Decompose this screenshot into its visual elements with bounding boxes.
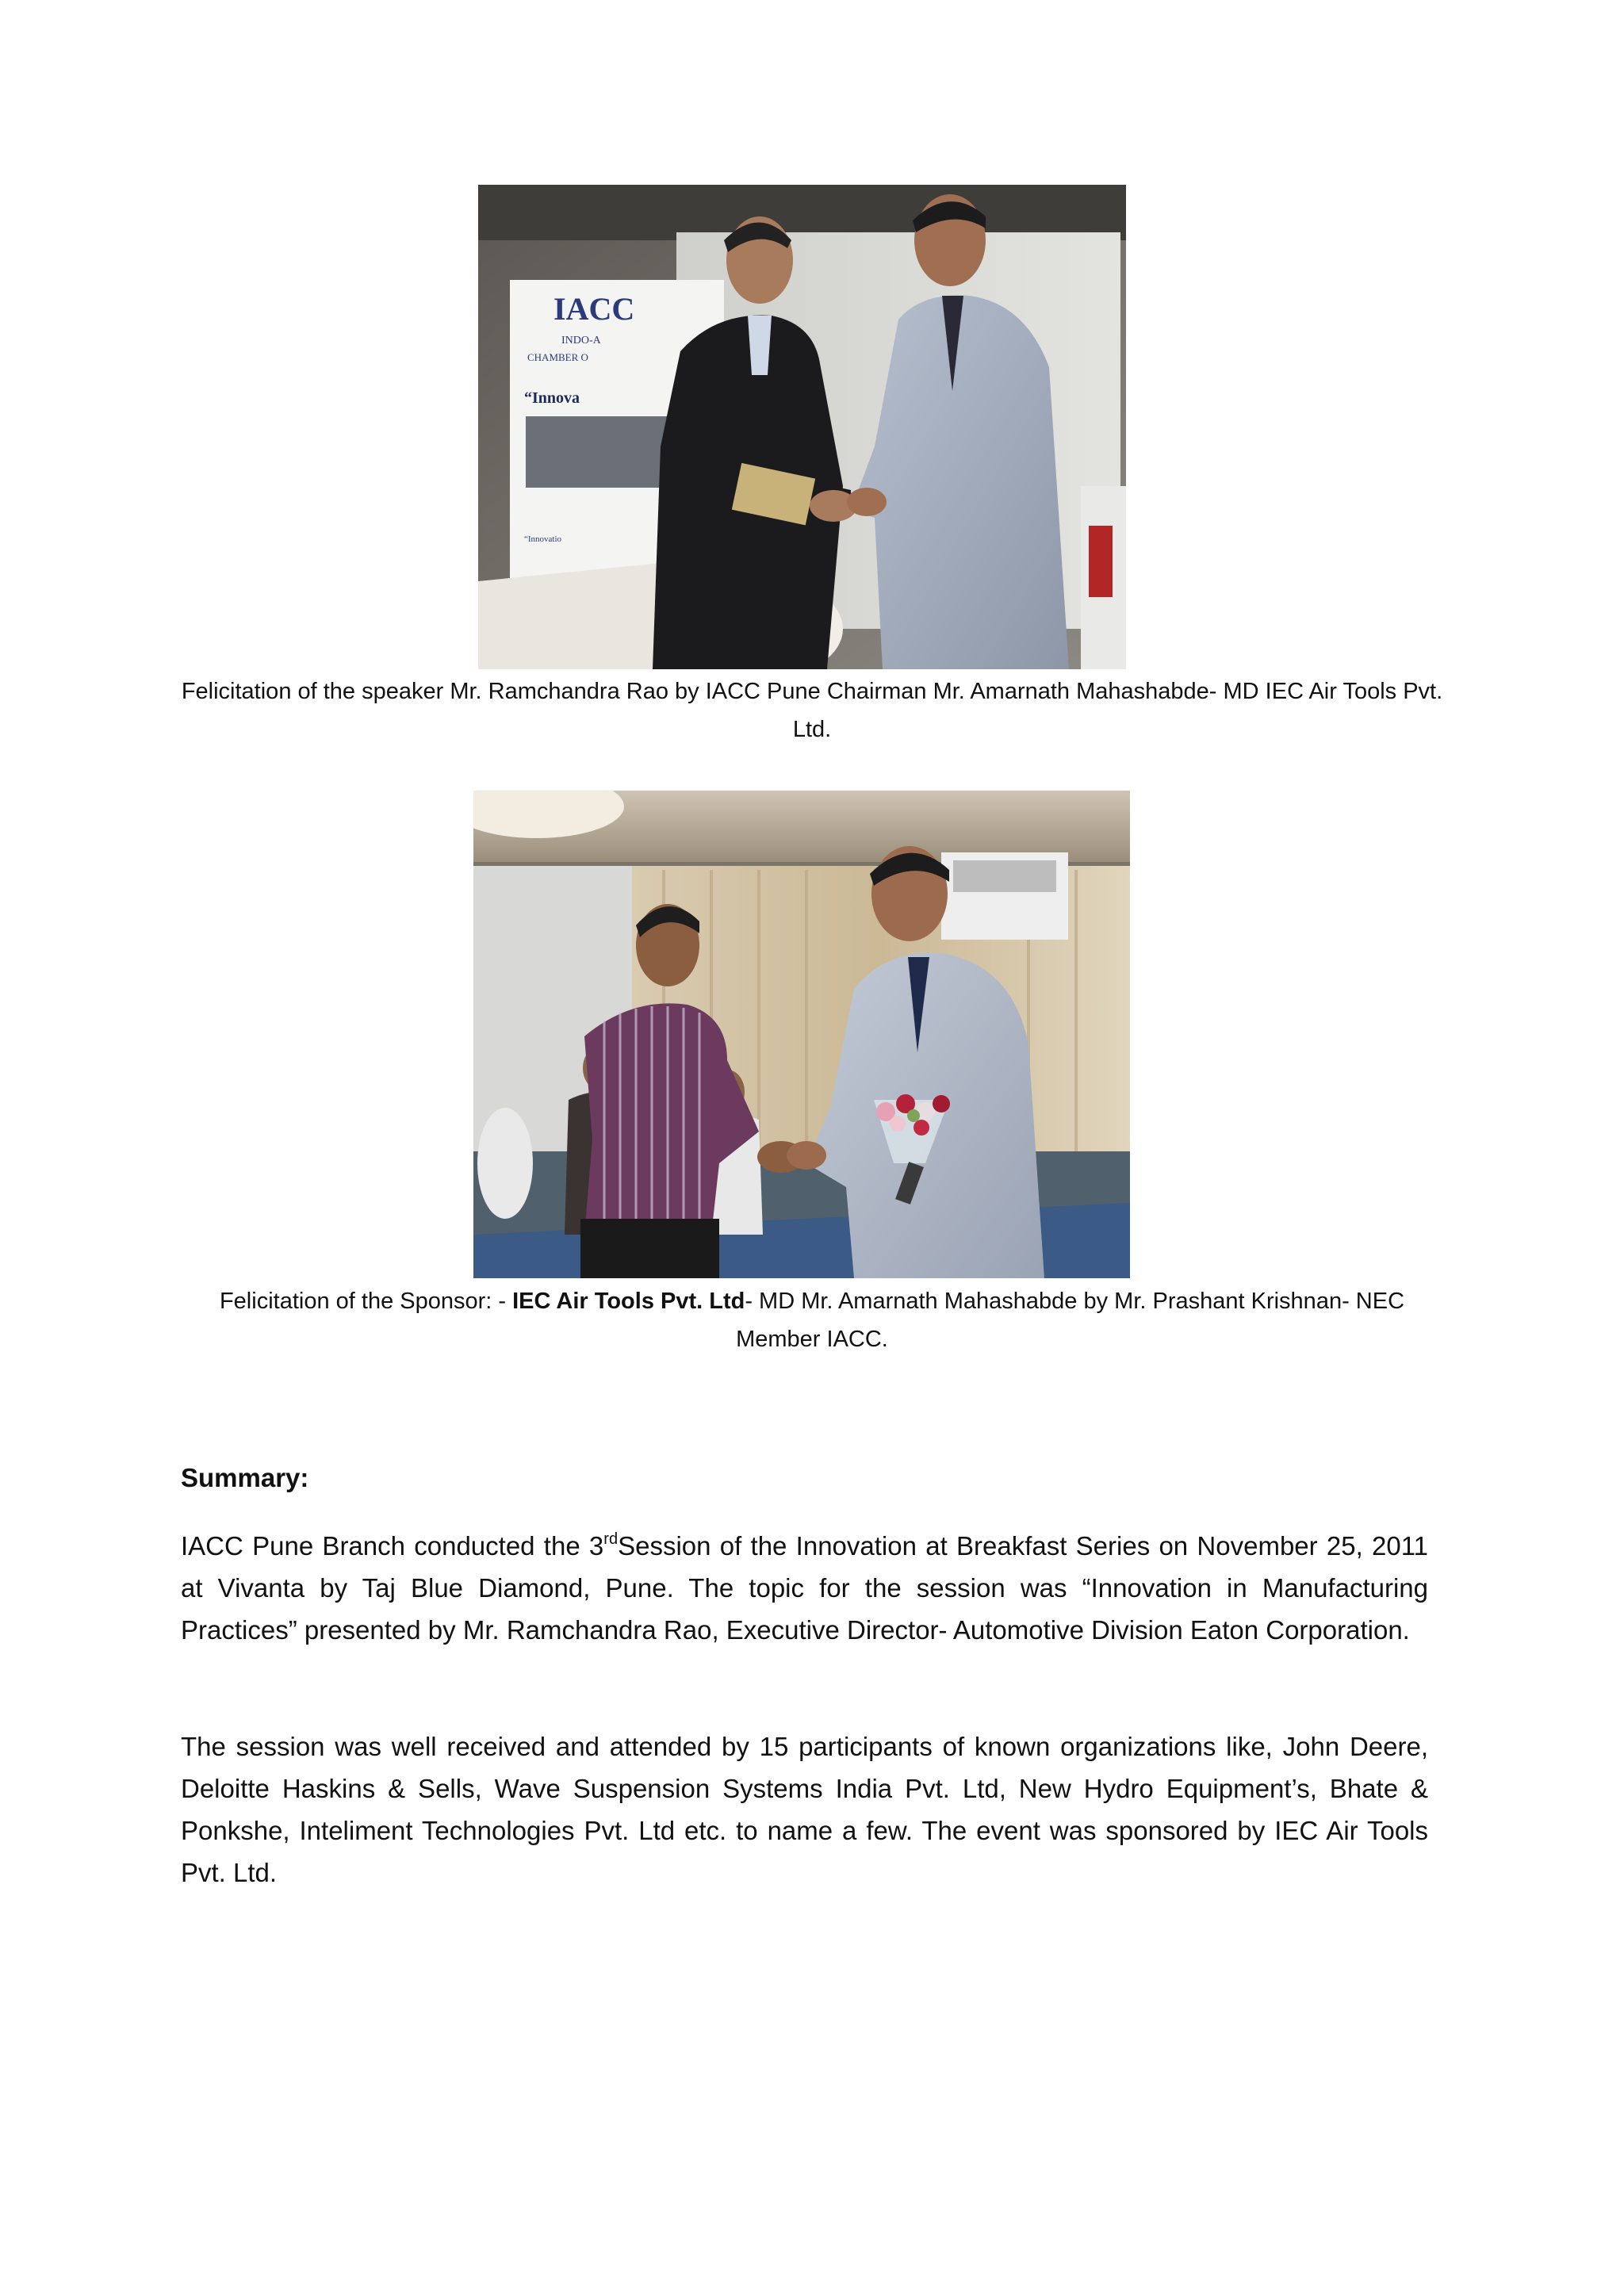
photo-sponsor-caption-prefix: Felicitation of the Sponsor: - [219,1289,513,1314]
photo-sponsor-caption [181,1282,1443,1358]
photo-speaker-felicitation-image [478,185,1126,669]
banner-innovation-quote-text: “Innovatio [524,534,562,544]
banner-iacc-text: IACC [553,291,635,327]
photo-speaker-felicitation [478,185,1126,669]
photo-sponsor-felicitation-image [473,791,1130,1278]
summary-paragraph-1-start: IACC Pune Branch conducted the 3 [181,1531,604,1561]
summary-heading: Summary: [181,1463,309,1492]
summary-paragraph-1 [181,1525,1428,1651]
photo-sponsor-felicitation [473,791,1130,1278]
summary-paragraph-1-rest: Session of the Innovation at Breakfast Series on November 25, 2011 at Vivanta by Taj Blue Diamond, Pune. The topic for the session was “Innovation in Manufacturing Practices” presented by Mr. Ramchandra Rao, Executive Director- Automotive Division Eaton Corporation. [181,1531,1428,1645]
summary-paragraph-2: The session was well received and attended by 15 participants of known organizations like, John Deere, Deloitte Haskins & Sells, Wave Suspension Systems India Pvt. Ltd, New Hydro Equipment’s, Bhate & Ponkshe, Inteliment Technologies Pvt. Ltd etc. to name a few. The event was sponsored by IEC Air Tools Pvt. Ltd. [181,1732,1428,1887]
banner-chamber-text: CHAMBER O [527,351,588,363]
banner-indo-text: INDO-A [561,335,601,347]
summary-paragraph-1-ordinal: rd [603,1530,619,1548]
photo-sponsor-caption-sponsor-name: IEC Air Tools Pvt. Ltd [512,1289,745,1314]
photo-sponsor-caption-suffix: - MD Mr. Amarnath Mahashabde by Mr. Prashant Krishnan- NEC Member IACC. [736,1289,1405,1352]
banner-innova-text: “Innova [524,389,580,407]
photo-speaker-caption: Felicitation of the speaker Mr. Ramchandra Rao by IACC Pune Chairman Mr. Amarnath Mahashabde- MD IEC Air Tools Pvt. Ltd. [181,679,1443,742]
